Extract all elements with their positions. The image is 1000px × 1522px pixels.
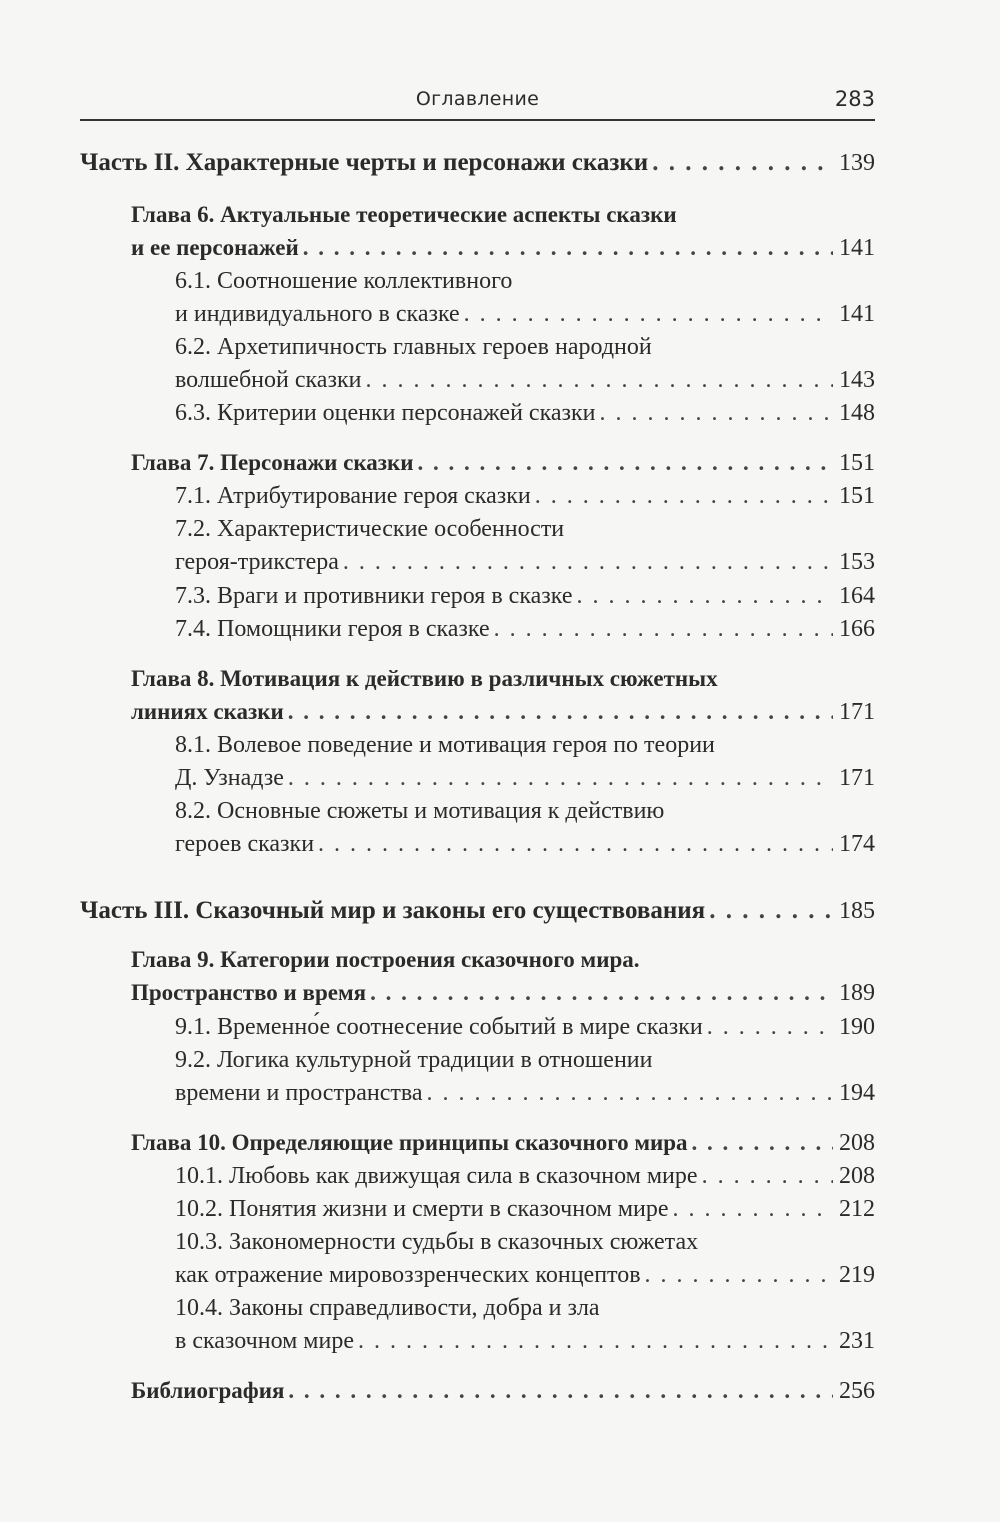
leader-dots [370, 976, 833, 1010]
toc-entry-page: 171 [839, 699, 875, 725]
toc-entry-title: Часть II. Характерные черты и персонажи сказки [80, 149, 649, 176]
toc-section-7-2-line1[interactable]: 7.2. Характеристические особенности [175, 516, 565, 542]
toc-chapter-10[interactable] [131, 1126, 875, 1160]
toc-chapter-6-line1[interactable]: Глава 6. Актуальные теоретические аспекты сказки [131, 202, 677, 227]
leader-dots [652, 146, 833, 180]
toc-entry-title: волшебной сказки [175, 367, 362, 393]
leader-dots [427, 1076, 833, 1110]
toc-entry-title: Глава 10. Определяющие принципы сказочного мира [131, 1130, 688, 1155]
toc-section-6-1[interactable] [175, 297, 875, 331]
toc-section-9-1[interactable] [175, 1010, 875, 1044]
toc-section-7-4[interactable] [175, 612, 875, 646]
toc-entry-page: 164 [839, 583, 875, 609]
toc-section-8-2[interactable] [175, 827, 875, 861]
toc-chapter-9[interactable] [131, 976, 875, 1010]
toc-chapter-6[interactable] [131, 231, 875, 265]
toc-entry-page: 231 [839, 1328, 875, 1354]
toc-entry-page: 256 [839, 1378, 875, 1404]
toc-entry-title: Глава 7. Персонажи сказки [131, 450, 414, 475]
toc-entry-title: 7.3. Враги и противники героя в сказке [175, 583, 573, 609]
leader-dots [288, 695, 833, 729]
toc-entry-title: линиях сказки [131, 699, 284, 724]
leader-dots [576, 579, 833, 613]
leader-dots [288, 1374, 833, 1408]
leader-dots [365, 363, 833, 397]
toc-section-10-4[interactable] [175, 1324, 875, 1358]
leader-dots [692, 1126, 833, 1160]
toc-entry-page: 185 [839, 898, 875, 924]
toc-entry-page: 190 [839, 1014, 875, 1040]
toc-entry-title: героя-трикстера [175, 549, 339, 575]
toc-entry-title: времени и пространства [175, 1080, 423, 1106]
toc-section-10-1[interactable] [175, 1159, 875, 1193]
leader-dots [464, 297, 833, 331]
toc-entry-title: и ее персонажей [131, 235, 299, 260]
toc-entry-page: 174 [839, 831, 875, 857]
toc-section-6-3[interactable] [175, 396, 875, 430]
leader-dots [494, 612, 833, 646]
toc-section-6-2[interactable] [175, 363, 875, 397]
toc-entry-page: 141 [839, 301, 875, 327]
toc-section-10-4-line1[interactable]: 10.4. Законы справедливости, добра и зла [175, 1295, 600, 1321]
toc-part-3[interactable] [80, 894, 875, 928]
toc-section-10-2[interactable] [175, 1192, 875, 1226]
leader-dots [288, 761, 833, 795]
toc-entry-title: 7.1. Атрибутирование героя сказки [175, 483, 531, 509]
toc-section-6-2-line1[interactable]: 6.2. Архетипичность главных героев народной [175, 334, 652, 360]
leader-dots [535, 479, 833, 513]
toc-entry-page: 141 [839, 235, 875, 261]
leader-dots [673, 1192, 833, 1226]
leader-dots [418, 446, 833, 480]
toc-entry-page: 151 [839, 483, 875, 509]
toc-bibliography[interactable] [131, 1374, 875, 1408]
toc-entry-page: 148 [839, 400, 875, 426]
leader-dots [702, 1159, 833, 1193]
leader-dots [343, 545, 833, 579]
toc-section-10-3[interactable] [175, 1258, 875, 1292]
toc-entry-title: 10.1. Любовь как движущая сила в сказочном мире [175, 1163, 698, 1189]
toc-entry-page: 208 [839, 1163, 875, 1189]
header-rule [80, 119, 875, 121]
running-header [80, 84, 875, 116]
toc-entry-title: героев сказки [175, 831, 315, 857]
toc-entry-title: как отражение мировоззренческих концептов [175, 1262, 641, 1288]
toc-entry-title: 10.2. Понятия жизни и смерти в сказочном мире [175, 1196, 669, 1222]
leader-dots [318, 827, 833, 861]
leader-dots [600, 396, 833, 430]
toc-chapter-9-line1[interactable]: Глава 9. Категории построения сказочного мира. [131, 947, 640, 972]
toc-section-7-2[interactable] [175, 545, 875, 579]
leader-dots [303, 231, 833, 265]
header-page-number: 283 [834, 87, 875, 111]
toc-section-8-2-line1[interactable]: 8.2. Основные сюжеты и мотивация к действию [175, 798, 665, 824]
toc-section-7-1[interactable] [175, 479, 875, 513]
toc-entry-page: 194 [839, 1080, 875, 1106]
toc-entry-page: 212 [839, 1196, 875, 1222]
toc-entry-title: Часть III. Сказочный мир и законы его существования [80, 897, 706, 924]
toc-chapter-8-line1[interactable]: Глава 8. Мотивация к действию в различных сюжетных [131, 666, 718, 691]
toc-entry-title: и индивидуального в сказке [175, 301, 460, 327]
toc-section-7-3[interactable] [175, 579, 875, 613]
header-title: Оглавление [415, 88, 540, 110]
toc-entry-page: 189 [839, 980, 875, 1006]
toc-entry-title: Библиография [131, 1378, 285, 1403]
toc-part-2[interactable] [80, 146, 875, 180]
toc-chapter-8[interactable] [131, 695, 875, 729]
toc-section-8-1-line1[interactable]: 8.1. Волевое поведение и мотивация героя по теории [175, 732, 715, 758]
toc-entry-page: 166 [839, 616, 875, 642]
toc-section-8-1[interactable] [175, 761, 875, 795]
toc-chapter-7[interactable] [131, 446, 875, 480]
toc-entry-page: 143 [839, 367, 875, 393]
toc-entry-page: 208 [839, 1130, 875, 1156]
toc-entry-title: 7.4. Помощники героя в сказке [175, 616, 490, 642]
toc-entry-page: 139 [839, 150, 875, 176]
toc-entry-title: 9.1. Временно́е соотнесение событий в мире сказки [175, 1014, 703, 1040]
toc-entry-page: 219 [839, 1262, 875, 1288]
toc-section-6-1-line1[interactable]: 6.1. Соотношение коллективного [175, 268, 513, 294]
leader-dots [709, 894, 833, 928]
toc-entry-page: 171 [839, 765, 875, 791]
toc-entry-title: Пространство и время [131, 980, 367, 1005]
toc-section-9-2-line1[interactable]: 9.2. Логика культурной традиции в отношении [175, 1047, 653, 1073]
toc-entry-title: 6.3. Критерии оценки персонажей сказки [175, 400, 596, 426]
toc-entry-title: в сказочном мире [175, 1328, 354, 1354]
leader-dots [358, 1324, 833, 1358]
toc-entry-title: Д. Узнадзе [175, 765, 284, 791]
leader-dots [645, 1258, 833, 1292]
toc-section-10-3-line1[interactable]: 10.3. Закономерности судьбы в сказочных сюжетах [175, 1229, 699, 1255]
toc-entry-page: 153 [839, 549, 875, 575]
toc-section-9-2[interactable] [175, 1076, 875, 1110]
toc-entry-page: 151 [839, 450, 875, 476]
leader-dots [707, 1010, 833, 1044]
